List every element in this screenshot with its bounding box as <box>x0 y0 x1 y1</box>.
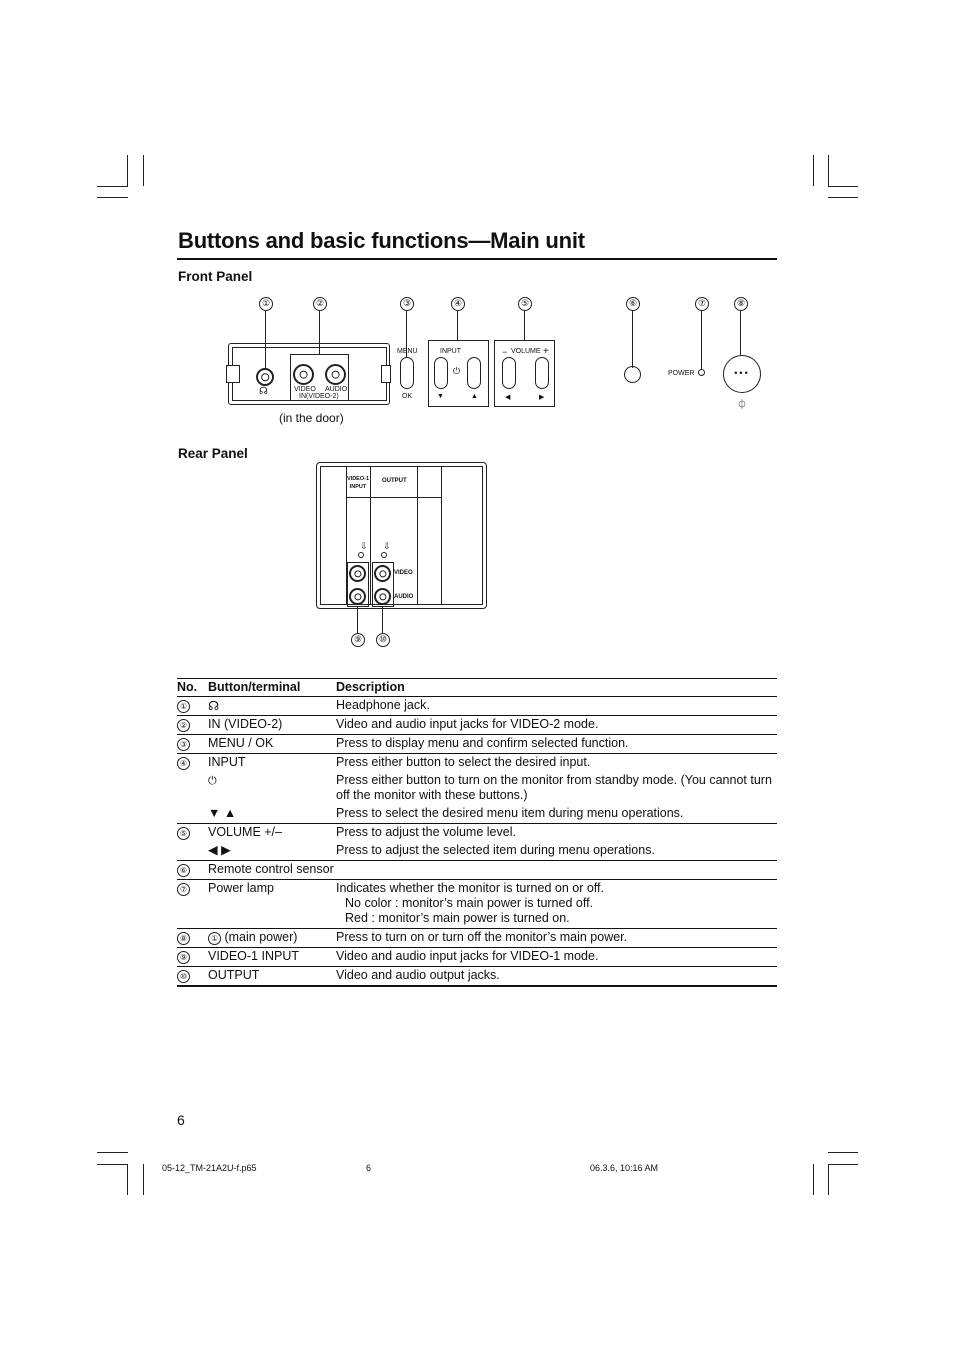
volume-plus-label: + <box>543 346 549 357</box>
callout-4: ④ <box>451 297 465 311</box>
headphone-icon: ☊ <box>259 386 268 397</box>
row-description-sub: Red : monitor’s main power is turned on. <box>345 911 570 925</box>
page-number: 6 <box>177 1112 185 1128</box>
front-panel-heading: Front Panel <box>178 269 253 284</box>
volume-left-arrow: ◀ <box>505 394 511 401</box>
row-button: Power lamp <box>208 880 336 929</box>
table-row <box>177 929 777 948</box>
row-button: ◀ ▶ <box>208 843 231 857</box>
main-power-button[interactable]: ••• <box>723 355 761 393</box>
table-row <box>177 861 777 880</box>
row-number: ⑥ <box>177 864 190 877</box>
row-number: ⑤ <box>177 827 190 840</box>
remote-control-sensor <box>624 366 641 383</box>
table-row <box>177 697 777 716</box>
headphone-jack[interactable] <box>256 368 274 386</box>
row-description: Headphone jack. <box>336 698 430 712</box>
row-description: Press to select the desired menu item during menu operations. <box>336 806 684 820</box>
row-number: ⑨ <box>177 951 190 964</box>
row-number: ② <box>177 719 190 732</box>
row-description: Press to adjust the selected item during menu operations. <box>336 843 655 857</box>
header-description: Description <box>336 679 777 697</box>
row-number: ④ <box>177 757 190 770</box>
row-description: Press to display menu and confirm selected function. <box>336 735 777 754</box>
volume-minus-label: − <box>502 347 508 357</box>
output-arrow-icon: ⇩ <box>383 541 391 551</box>
standby-icon: ⏻ <box>208 774 217 787</box>
footer-timestamp: 06.3.6, 10:16 AM <box>590 1163 659 1173</box>
table-row <box>177 716 777 735</box>
video1-video-jack[interactable] <box>349 565 366 582</box>
callout-7: ⑦ <box>695 297 709 311</box>
menu-ok-button[interactable] <box>400 357 414 389</box>
row-description: Video and audio input jacks for VIDEO-1 mode. <box>336 948 777 967</box>
table-row <box>177 967 777 987</box>
row-button: IN (VIDEO-2) <box>208 716 336 735</box>
row-description-sub: No color : monitor’s main power is turned off. <box>345 896 594 910</box>
callout-6: ⑥ <box>626 297 640 311</box>
standby-icon: ⏻ <box>453 367 461 377</box>
output-label: OUTPUT <box>382 478 407 484</box>
table-row <box>177 805 777 824</box>
row-description-group <box>336 880 777 929</box>
row-description: Indicates whether the monitor is turned on or off. <box>336 881 604 895</box>
input-down-button[interactable] <box>434 357 448 389</box>
input-up-button[interactable] <box>467 357 481 389</box>
callout-1: ① <box>259 297 273 311</box>
callout-2: ② <box>313 297 327 311</box>
table-row <box>177 880 777 929</box>
table-row <box>177 842 777 861</box>
row-button: INPUT <box>208 754 336 773</box>
row-number: ⑧ <box>177 932 190 945</box>
video1-input-label: VIDEO-1 INPUT <box>347 476 370 490</box>
row-button: VIDEO-1 INPUT <box>208 948 336 967</box>
callout-3: ③ <box>400 297 414 311</box>
row-number: ③ <box>177 738 190 751</box>
footer-file: 05-12_TM-21A2U-f.p65 <box>162 1163 257 1173</box>
table-row <box>177 772 777 805</box>
title-rule <box>177 258 777 260</box>
page-title: Buttons and basic functions—Main unit <box>178 228 585 253</box>
row-button: ▼ ▲ <box>208 806 237 820</box>
row-button: OUTPUT <box>208 967 336 987</box>
table-header-row <box>177 679 777 697</box>
input-up-arrow: ▲ <box>471 393 478 400</box>
volume-label: VOLUME <box>511 348 541 355</box>
door-hinge-right <box>381 365 391 383</box>
row-description: Video and audio input jacks for VIDEO-2 mode. <box>336 716 777 735</box>
footer-page: 6 <box>366 1163 372 1173</box>
volume-up-button[interactable] <box>535 357 549 389</box>
output-video-jack[interactable] <box>374 565 391 582</box>
callout-8: ⑧ <box>734 297 748 311</box>
header-button: Button/terminal <box>208 679 336 697</box>
output-audio-jack[interactable] <box>374 588 391 605</box>
door-caption: (in the door) <box>279 411 344 425</box>
input-label: INPUT <box>440 348 461 355</box>
menu-label: MENU <box>397 348 418 355</box>
door-hinge-left <box>226 365 240 383</box>
callout-9: ⑨ <box>351 633 365 647</box>
button-function-table <box>177 678 777 987</box>
audio-label: AUDIO <box>325 386 348 393</box>
row-description: Press either button to select the desired input. <box>336 754 777 773</box>
table-row <box>177 735 777 754</box>
input-arrow-icon: ⇩ <box>360 541 368 551</box>
volume-down-button[interactable] <box>502 357 516 389</box>
input-terminal-dot <box>358 552 364 558</box>
row-description: Video and audio output jacks. <box>336 967 777 987</box>
callout-5: ⑤ <box>518 297 532 311</box>
row-button: (main power) <box>224 930 298 944</box>
row-number: ⑩ <box>177 970 190 983</box>
video2-audio-jack[interactable] <box>325 364 346 385</box>
ok-label: OK <box>402 393 413 400</box>
in-video2-label: IN(VIDEO-2) <box>299 393 339 400</box>
row-number: ① <box>177 700 190 713</box>
rear-video-label: VIDEO <box>394 570 413 576</box>
rear-panel-heading: Rear Panel <box>178 446 248 461</box>
row-number: ⑦ <box>177 883 190 896</box>
headphone-icon: ☊ <box>208 698 220 713</box>
table-row <box>177 754 777 773</box>
row-button-cell <box>208 929 336 948</box>
video-label: VIDEO <box>294 386 316 393</box>
row-button: VOLUME +/– <box>208 824 336 843</box>
volume-right-arrow: ▶ <box>539 394 545 401</box>
table-row <box>177 948 777 967</box>
rear-audio-label: AUDIO <box>394 594 414 600</box>
output-terminal-dot <box>381 552 387 558</box>
main-power-icon: ⏀ <box>737 400 747 411</box>
row-button: MENU / OK <box>208 735 336 754</box>
power-lamp-label: POWER <box>668 370 695 377</box>
main-power-icon: ① <box>208 932 221 945</box>
row-description: Press to turn on or turn off the monitor’s main power. <box>336 929 777 948</box>
input-down-arrow: ▼ <box>437 393 444 400</box>
row-description: Press to adjust the volume level. <box>336 824 777 843</box>
row-button: Remote control sensor <box>208 861 777 880</box>
row-description: Press either button to turn on the monitor from standby mode. (You cannot turn off the monitor with these buttons.) <box>336 773 772 802</box>
callout-10: ⑩ <box>376 633 390 647</box>
video1-audio-jack[interactable] <box>349 588 366 605</box>
header-no: No. <box>177 679 208 697</box>
power-lamp <box>698 369 705 376</box>
table-row <box>177 824 777 843</box>
video2-video-jack[interactable] <box>293 364 314 385</box>
